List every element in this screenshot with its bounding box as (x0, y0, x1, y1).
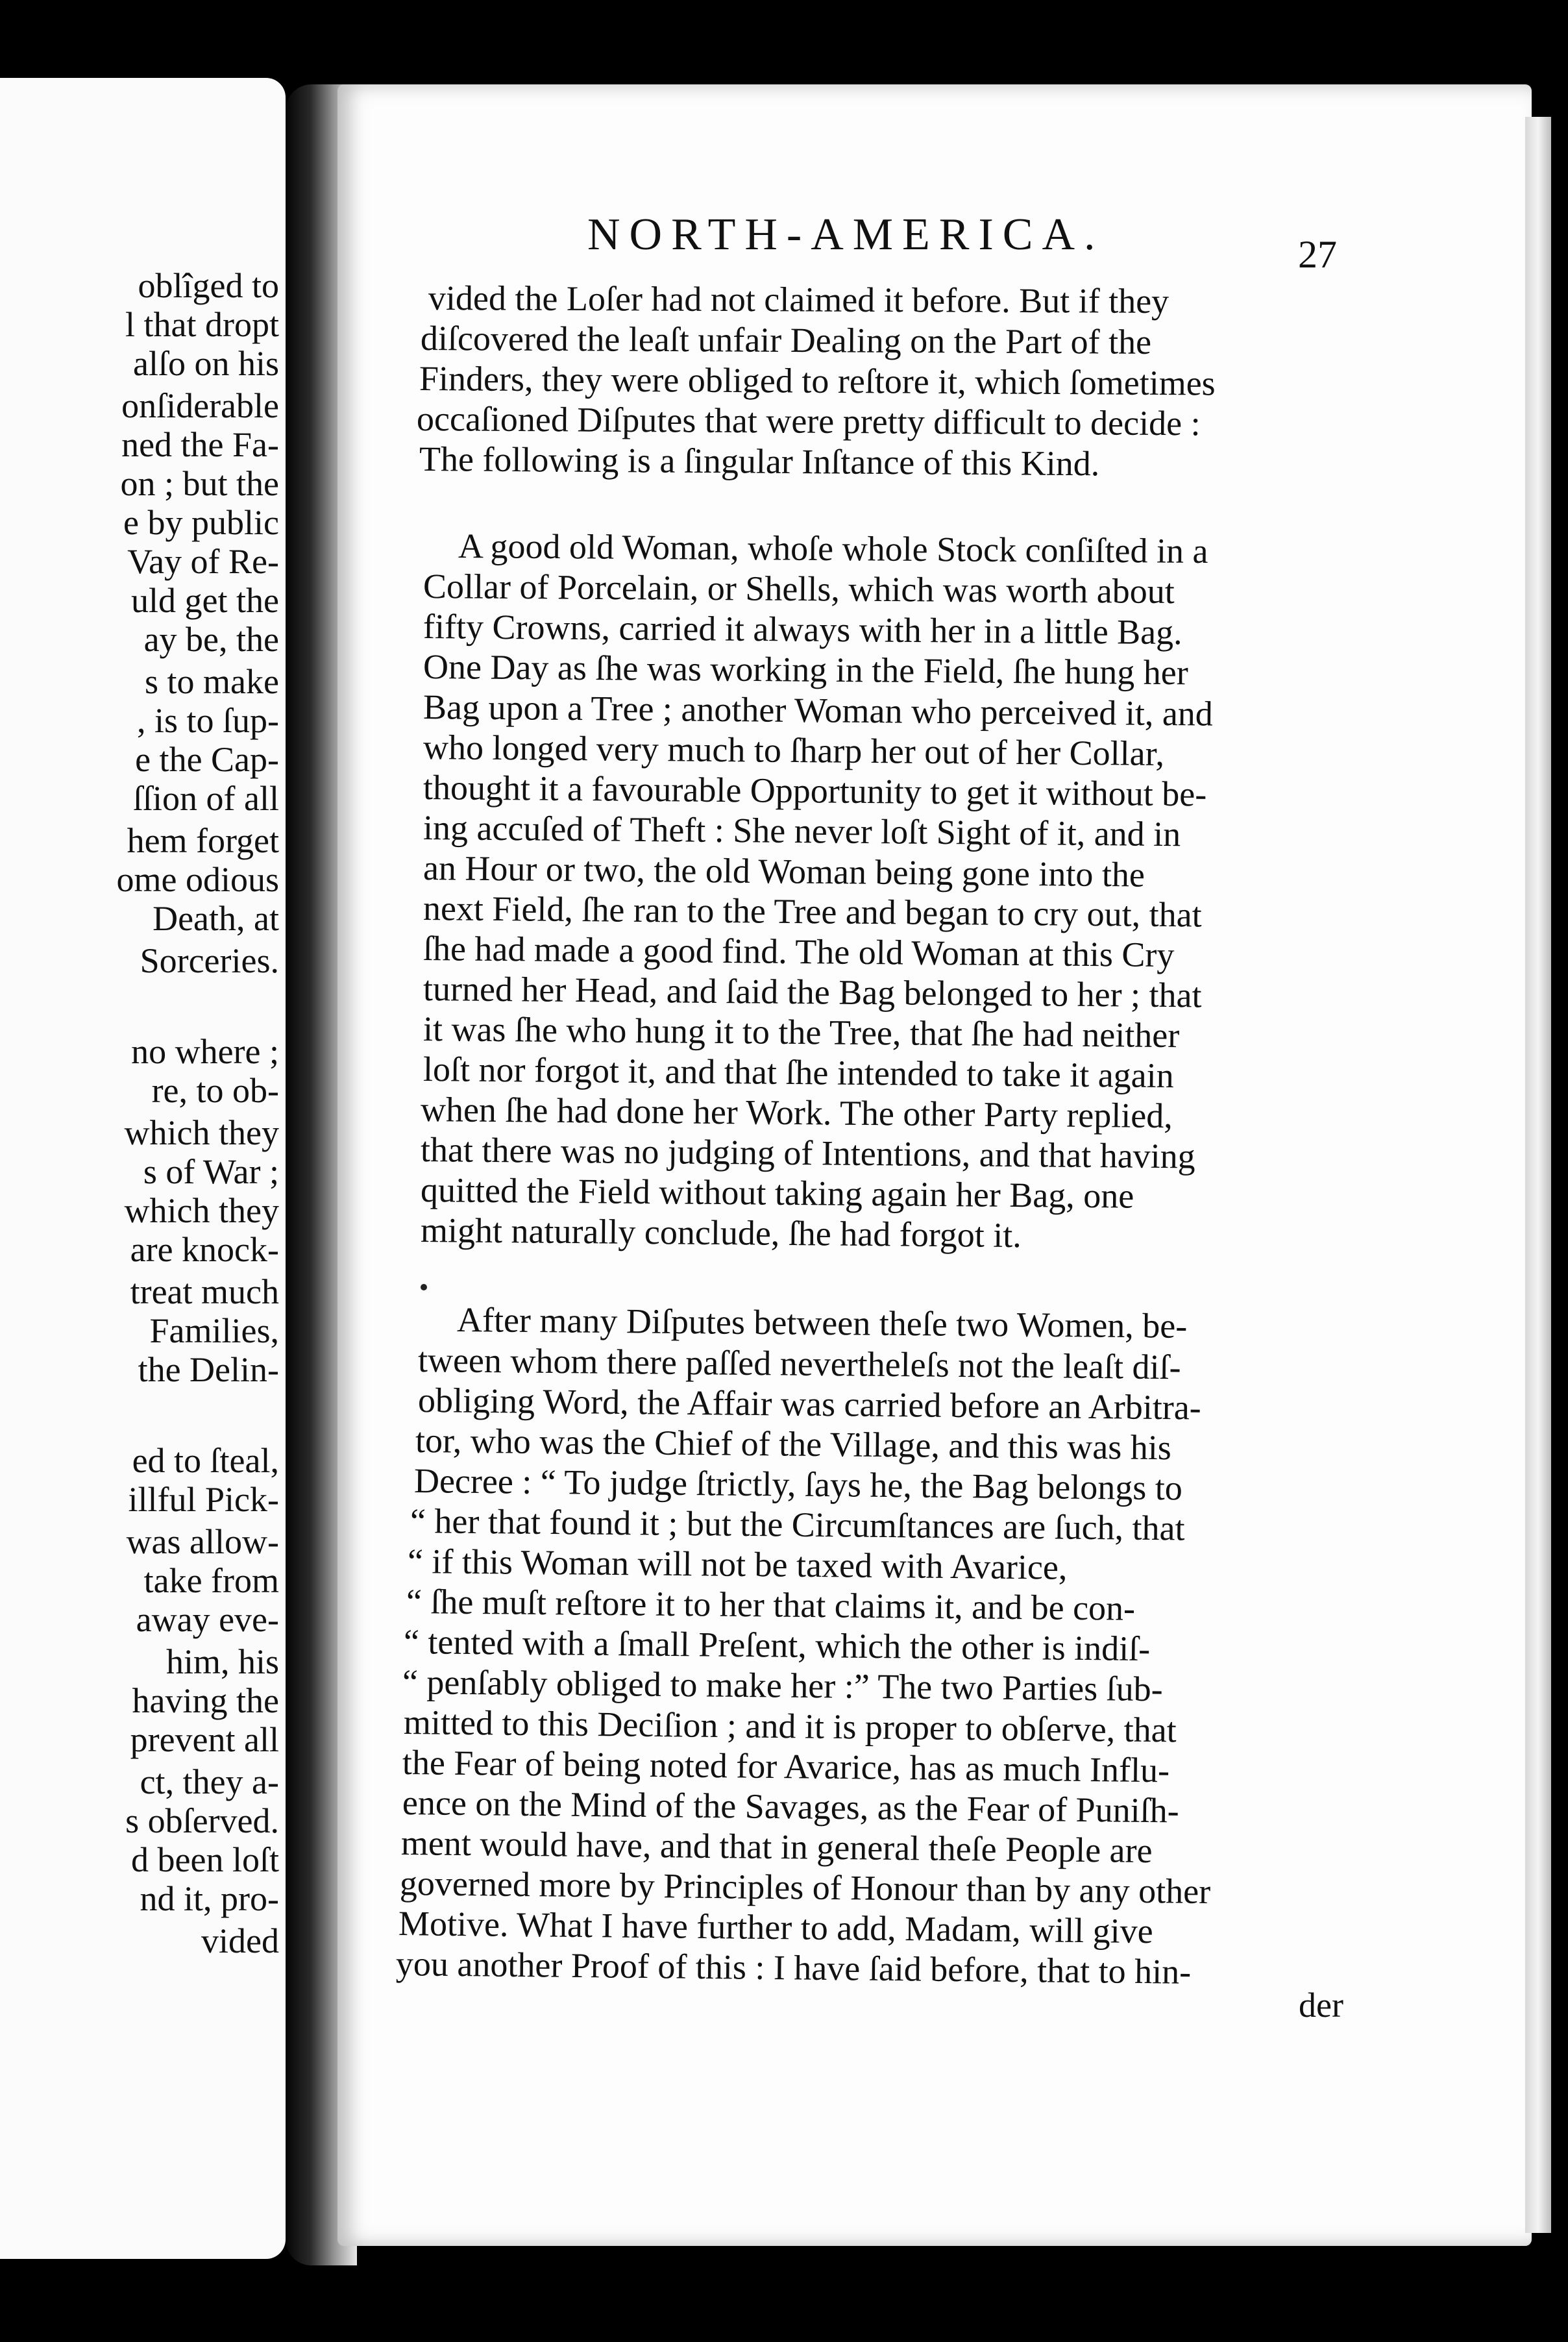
body-text-line: Collar of Porcelain, or Shells, which was worth about (423, 567, 1175, 611)
body-text-line: quitted the Field without taking again her Bag, one (420, 1170, 1134, 1216)
body-text-line: A good old Woman, whoſe whole Stock conſiſted in a (458, 526, 1208, 571)
left-page-line: Sorceries. (140, 941, 279, 980)
body-text-line: loſt nor forgot it, and that ſhe intended to take it again (423, 1050, 1174, 1096)
body-text-line: it was ſhe who hung it to the Tree, that ſhe had neither (423, 1009, 1180, 1055)
body-text-line: “ if this Woman will not be taxed with Avarice, (407, 1542, 1068, 1587)
body-text-line: who longed very much to ſharp her out of her Collar, (423, 728, 1165, 773)
left-page-line: which they (124, 1191, 279, 1230)
left-page-line: away eve- (136, 1600, 279, 1639)
left-page-line: no where ; (131, 1032, 279, 1071)
body-text-line: “ tented with a ſmall Preſent, which the other is indiſ- (403, 1622, 1151, 1669)
body-text-line: thought it a favourable Opportunity to get it without be- (423, 768, 1207, 814)
body-text-line: One Day as ſhe was working in the Field, ſhe hung her (423, 647, 1188, 693)
left-page-line: hem forget (127, 821, 279, 860)
left-page-line: are knock- (130, 1230, 279, 1269)
body-text-line: that there was no judging of Intentions, and that having (420, 1130, 1195, 1176)
body-text-line: when ſhe had done her Work. The other Party replied, (420, 1090, 1173, 1136)
left-page-line: illful Pick- (128, 1480, 279, 1519)
left-page (0, 78, 286, 2259)
left-page-line: , is to ſup- (136, 701, 279, 740)
left-page-line: e the Cap- (135, 740, 279, 779)
body-text-line: obliging Word, the Affair was carried before an Arbitra- (417, 1381, 1201, 1427)
body-text-line: diſcovered the leaſt unfair Dealing on the Part of the (420, 319, 1152, 362)
body-text-line: der (1299, 1986, 1343, 2025)
stray-ink-mark (421, 1284, 427, 1290)
body-text-line: an Hour or two, the old Woman being gone into the (423, 848, 1145, 894)
left-page-line: ct, they a- (140, 1762, 279, 1801)
left-page-line: s obſerved. (125, 1801, 279, 1840)
left-page-line: l that dropt (125, 305, 279, 344)
body-text-line: Motive. What I have further to add, Madam, will give (398, 1904, 1153, 1951)
body-text-line: ence on the Mind of the Savages, as the Fear of Puniſh- (402, 1783, 1179, 1830)
body-text-line: the Fear of being noted for Avarice, has as much Influ- (402, 1743, 1170, 1790)
left-page-line: take from (143, 1561, 279, 1600)
left-page-line: re, to ob- (151, 1071, 279, 1110)
left-page-line: which they (124, 1113, 279, 1152)
body-text-line: “ her that found it ; but the Circumſtances are ſuch, that (410, 1501, 1185, 1548)
left-page-line: ſſion of all (133, 779, 279, 818)
body-text-line: ment would have, and that in general theſe People are (400, 1823, 1153, 1871)
body-text-line: next Field, ſhe ran to the Tree and began to cry out, that (423, 889, 1202, 935)
left-page-line: nd it, pro- (140, 1879, 279, 1918)
left-page-line: alſo on his (133, 344, 279, 383)
body-text-line: ing accuſed of Theft : She never loſt Sight of it, and in (423, 808, 1181, 854)
body-text-line: vided the Loſer had not claimed it before. But if they (428, 278, 1170, 321)
body-text-line: occaſioned Diſputes that were pretty difficult to decide : (416, 399, 1201, 443)
left-page-line: s of War ; (143, 1152, 279, 1191)
left-page-line: ay be, the (143, 620, 279, 659)
body-text-line: ſhe had made a good find. The old Woman at this Cry (423, 929, 1175, 975)
left-page-line: treat much (130, 1272, 279, 1311)
page-number: 27 (1298, 233, 1337, 276)
body-text-line: “ ſhe muſt reſtore it to her that claims it, and be con- (406, 1582, 1136, 1628)
left-page-line: on ; but the (120, 464, 279, 503)
left-page-line: onſiderable (121, 386, 279, 425)
body-text-line: After many Diſputes between theſe two Women, be- (456, 1300, 1188, 1346)
left-page-line: Death, at (153, 899, 279, 938)
left-page-line: oblîged to (138, 266, 279, 305)
left-page-line: ned the Fa- (121, 425, 279, 464)
body-text-line: Finders, they were obliged to reſtore it, which ſometimes (419, 359, 1216, 403)
left-page-line: e by public (123, 503, 279, 542)
page-edge (1525, 117, 1551, 2233)
left-page-line: d been loſt (131, 1840, 279, 1879)
left-page-line: him, his (165, 1642, 279, 1681)
body-text-line: Decree : “ To judge ſtrictly, ſays he, the Bag belongs to (413, 1461, 1183, 1508)
body-text-line: mitted to this Deciſion ; and it is proper to obſerve, that (403, 1703, 1177, 1750)
body-text-line: The following is a ſingular Inſtance of this Kind. (419, 439, 1100, 484)
body-text-line: Bag upon a Tree ; another Woman who perceived it, and (423, 687, 1214, 733)
body-text-line: fifty Crowns, carried it always with her in a little Bag. (423, 607, 1182, 652)
left-page-line: ed to ſteal, (132, 1441, 279, 1480)
left-page-line: Vay of Re- (127, 542, 279, 581)
left-page-line: Families, (149, 1311, 279, 1350)
left-page-line: s to make (145, 662, 279, 701)
body-text-line: “ penſably obliged to make her :” The two Parties ſub- (402, 1662, 1163, 1709)
left-page-line: was allow- (126, 1522, 279, 1561)
left-page-line: ome odious (116, 860, 279, 899)
left-page-line: uld get the (131, 581, 279, 620)
left-page-line: vided (201, 1921, 279, 1960)
body-text-line: tween whom there paſſed nevertheleſs not the leaſt diſ- (417, 1340, 1181, 1387)
left-page-line: having the (132, 1681, 279, 1720)
body-text-line: might naturally conclude, ſhe had forgot it. (420, 1211, 1022, 1255)
left-page-line: the Delin- (138, 1350, 279, 1389)
left-page-line: prevent all (130, 1720, 279, 1759)
body-text-line: you another Proof of this : I have ſaid before, that to hin- (395, 1944, 1192, 1991)
body-text-line: governed more by Principles of Honour than by any other (399, 1864, 1211, 1912)
body-text-line: tor, who was the Chief of the Village, and this was his (415, 1421, 1172, 1468)
running-head: NORTH-AMERICA. (587, 210, 1105, 260)
body-text-line: turned her Head, and ſaid the Bag belonged to her ; that (423, 969, 1202, 1015)
